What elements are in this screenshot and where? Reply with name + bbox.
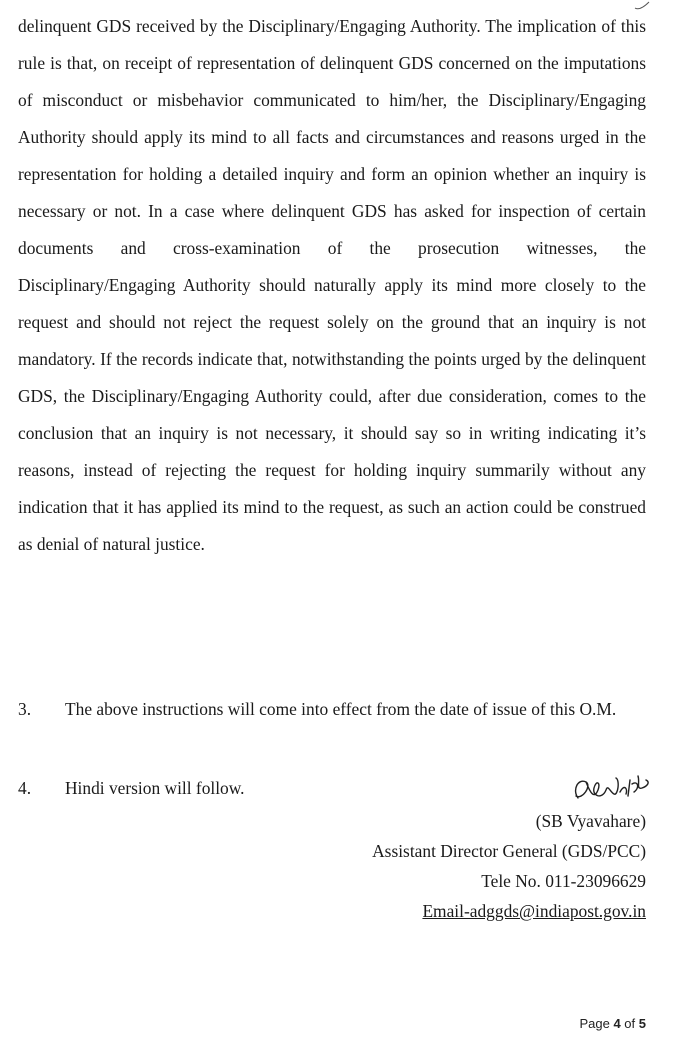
page-total: 5 <box>638 1016 646 1031</box>
numbered-paragraph-4 <box>18 775 646 802</box>
signatory-designation: Assistant Director General (GDS/PCC) <box>372 841 646 861</box>
numbered-paragraph-3 <box>18 696 646 723</box>
page-prefix: Page <box>579 1016 614 1031</box>
paragraph-text: Hindi version will follow. <box>65 778 245 798</box>
signatory-phone: Tele No. 011-23096629 <box>481 871 646 891</box>
signatory-email-link[interactable]: Email-adggds@indiapost.gov.in <box>422 901 646 921</box>
body-paragraph: delinquent GDS received by the Disciplinary/Engaging Authority. The implication of this rule is that, on receipt of representation of delinquent GDS concerned on the imputations of misconduct or misbehavior communicated to him/her, the Disciplinary/Engaging Authority should apply its mind to all facts and circumstances and reasons urged in the representation for holding a detailed inquiry and form an opinion whether an inquiry is necessary or not. In a case where delinquent GDS has asked for inspection of certain documents and cross-examination of the prosecution witnesses, the Disciplinary/Engaging Authority should naturally apply its mind more closely to the request and should not reject the request solely on the ground that an inquiry is not mandatory. If the records indicate that, notwithstanding the points urged by the delinquent GDS, the Disciplinary/Engaging Authority could, after due consideration, comes to the conclusion that an inquiry is not necessary, it should say so in writing indicating it’s reasons, instead of rejecting the request for holding inquiry summarily without any indication that it has applied its mind to the request, as such an action could be construed as denial of natural justice. <box>18 16 646 554</box>
page-separator: of <box>620 1016 639 1031</box>
signatory-name: (SB Vyavahare) <box>535 811 646 831</box>
signature-block <box>372 806 646 926</box>
paragraph-number: 4. <box>18 778 32 798</box>
page-number <box>579 1016 646 1031</box>
page-current: 4 <box>613 1016 621 1031</box>
paragraph-number: 3. <box>18 699 32 719</box>
paragraph-text: The above instructions will come into effect from the date of issue of this O.M. <box>65 699 617 719</box>
